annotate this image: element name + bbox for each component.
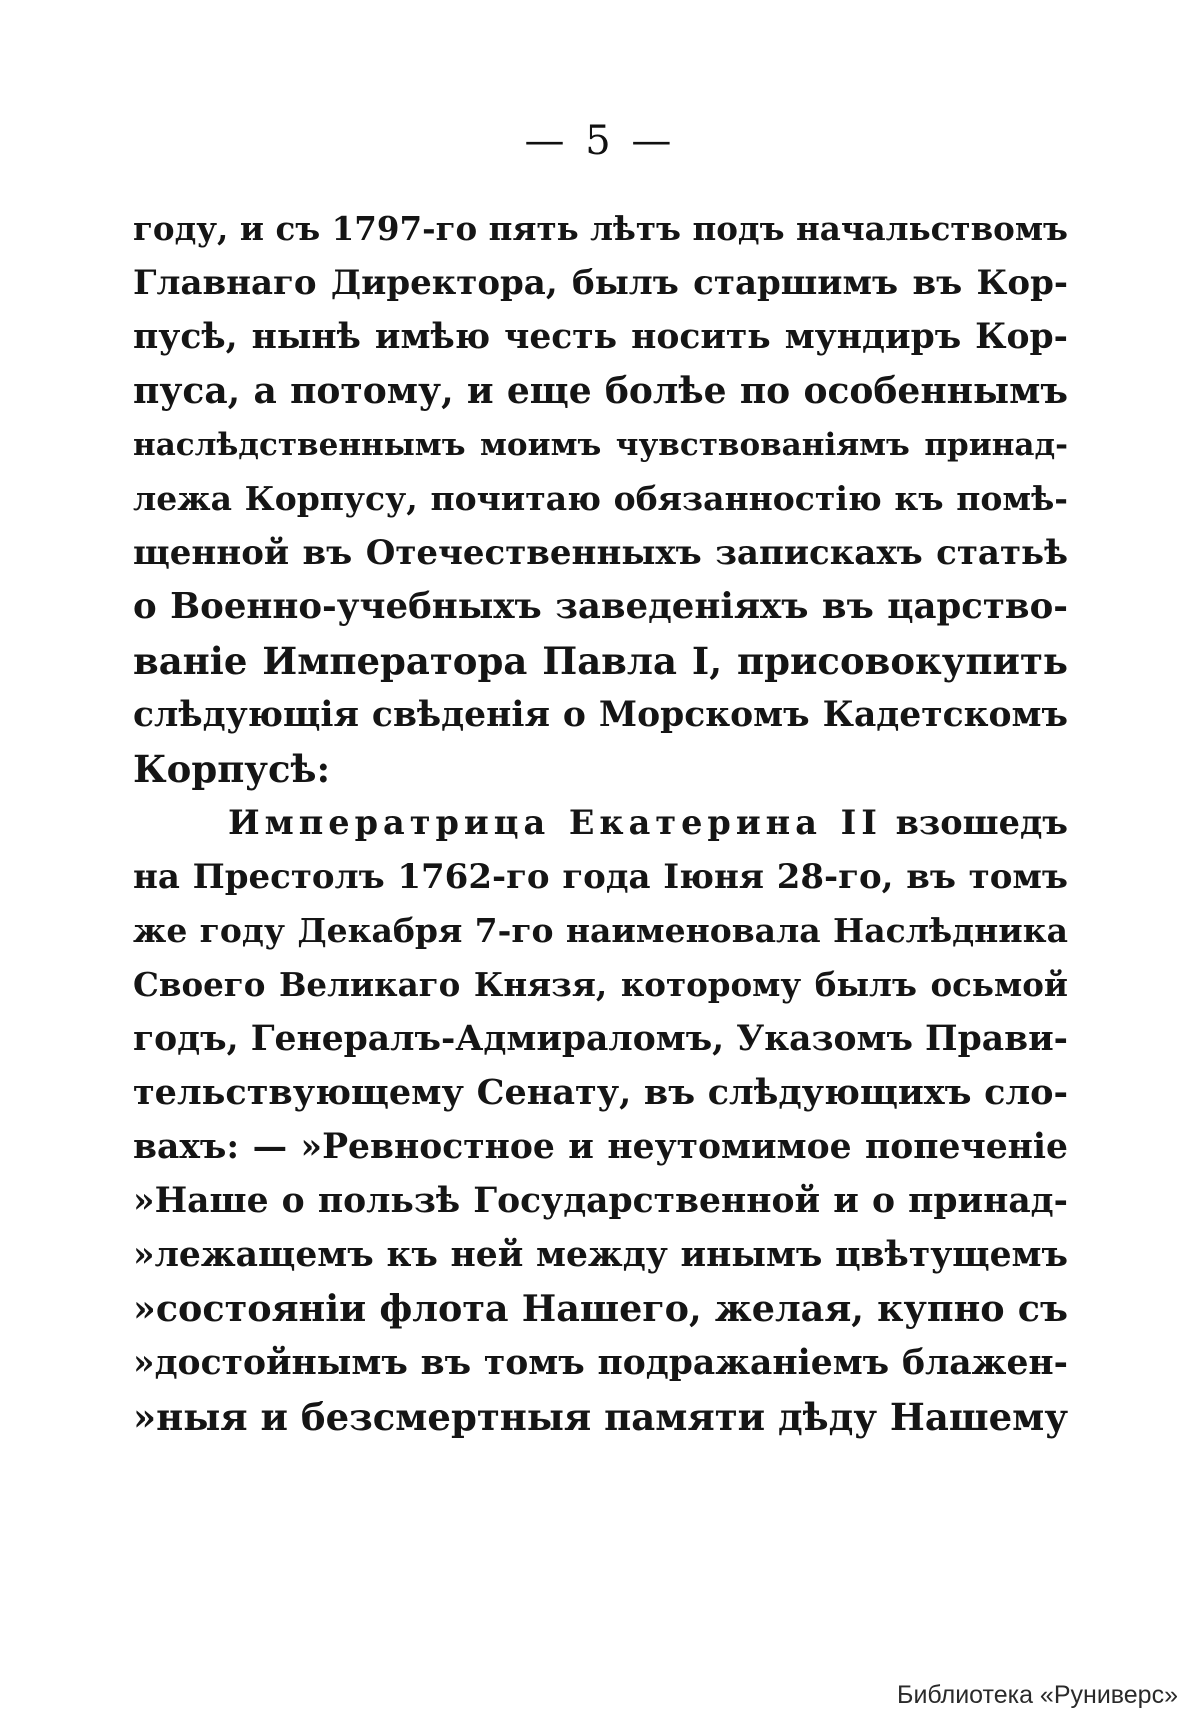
text-line: пусѣ, нынѣ имѣю честь носить мундиръ Кор- bbox=[133, 317, 1068, 357]
text-fragment: взошедъ bbox=[895, 803, 1068, 842]
text-line: наслѣдственнымъ моимъ чувствованіямъ принад- bbox=[133, 427, 1068, 463]
page-text bbox=[133, 202, 1068, 1444]
text-line: Корпусѣ: bbox=[133, 747, 331, 791]
text-line: »достойнымъ въ томъ подражаніемъ блажен- bbox=[133, 1343, 1068, 1383]
text-line: о Военно-учебныхъ заведеніяхъ въ царство- bbox=[133, 586, 1068, 627]
paragraph-first-line bbox=[133, 796, 1068, 850]
text-line: ваніе Императора Павла I, присовокупить bbox=[133, 639, 1068, 683]
text-line: вахъ: — »Ревностное и неутомимое попеченіе bbox=[133, 1127, 1068, 1167]
library-credit: Библиотека «Руниверс» bbox=[897, 1681, 1178, 1709]
text-line: Своего Великаго Князя, которому былъ осьмой bbox=[133, 965, 1068, 1004]
text-line: Главнаго Директора, былъ старшимъ въ Кор- bbox=[133, 263, 1068, 303]
text-line: щенной въ Отечественныхъ запискахъ статьѣ bbox=[133, 533, 1068, 573]
text-line: на Престолъ 1762-го года Іюня 28-го, въ томъ bbox=[133, 857, 1068, 897]
page-number: — 5 — bbox=[524, 118, 676, 164]
text-line: пуса, а потому, и еще болѣе по особеннымъ bbox=[133, 370, 1068, 412]
text-line: »состояніи флота Нашего, желая, купно съ bbox=[133, 1287, 1068, 1330]
text-line: году, и съ 1797-го пять лѣтъ подъ начальствомъ bbox=[133, 209, 1068, 248]
text-line: тельствующему Сенату, въ слѣдующихъ сло- bbox=[133, 1072, 1068, 1113]
text-line: лежа Корпусу, почитаю обязанностію къ помѣ- bbox=[133, 479, 1068, 518]
text-line: »лежащемъ къ ней между инымъ цвѣтущемъ bbox=[133, 1235, 1068, 1275]
text-line: »ныя и безсмертныя памяти дѣду Нашему bbox=[133, 1395, 1068, 1439]
text-line: годъ, Генералъ-Адмираломъ, Указомъ Прави- bbox=[133, 1019, 1068, 1059]
text-line: слѣдующія свѣденія о Морскомъ Кадетскомъ bbox=[133, 695, 1068, 735]
text-line: же году Декабря 7-го наименовала Наслѣдника bbox=[133, 911, 1068, 950]
text-line: »Наше о пользѣ Государственной и о принад- bbox=[133, 1181, 1068, 1221]
spaced-emphasis: Императрица Екатерина II bbox=[228, 803, 882, 842]
